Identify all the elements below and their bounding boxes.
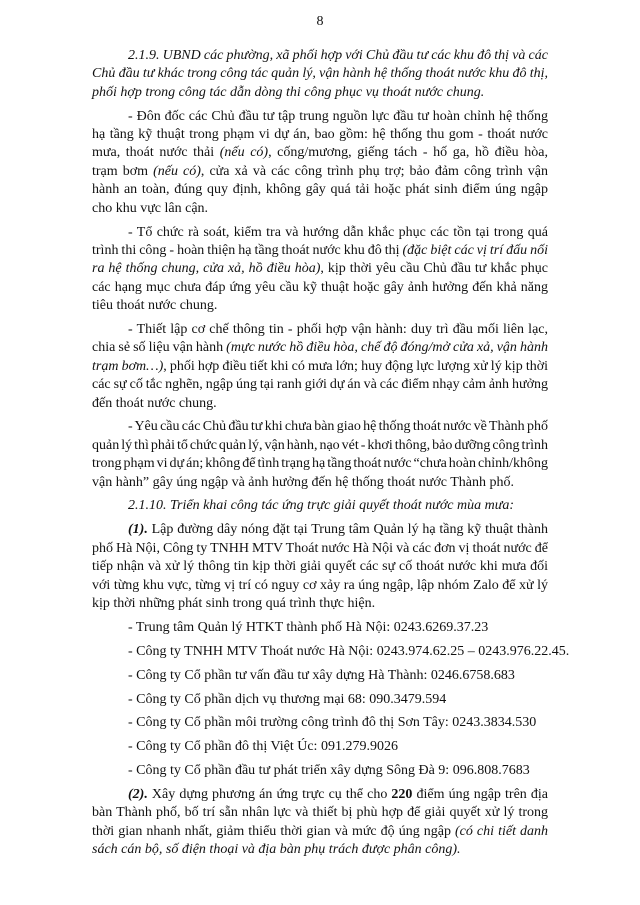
text-run: đến thoát nước chung. xyxy=(92,395,217,411)
line-content xyxy=(92,596,375,611)
text-line xyxy=(92,108,548,126)
line-content xyxy=(128,109,548,124)
hotline-item xyxy=(92,667,548,685)
text-line xyxy=(92,497,548,515)
line-content xyxy=(92,164,548,179)
text-line xyxy=(92,786,548,804)
text-line xyxy=(92,437,548,455)
line-content xyxy=(92,261,548,276)
text-run: , cống/mương, giếng tách - hố ga, hồ điều hòa, xyxy=(268,145,548,161)
hotline-item xyxy=(92,714,548,732)
hotline-item xyxy=(92,691,548,709)
text-run: Chủ đầu tư khác trong công tác quản lý, vận hành hệ thống thoát nước khu đô thị, xyxy=(92,66,548,82)
text-run: hành an toàn, đúng quy định, không gây quá tải hoặc phát sinh điểm úng ngập xyxy=(92,182,548,198)
bullet-paragraph xyxy=(92,224,548,316)
line-content xyxy=(92,182,548,197)
text-line xyxy=(92,558,548,576)
text-line xyxy=(92,540,548,558)
text-run: 2.1.10. Triển khai công tác ứng trực giải quyết thoát nước mùa mưa: xyxy=(128,498,515,514)
line-content xyxy=(128,322,548,337)
line-content xyxy=(92,145,548,160)
text-run: , phối hợp điều tiết khi có mưa lớn; huy động lực lượng xử lý kịp thời xyxy=(163,358,548,374)
line-content xyxy=(92,359,548,374)
text-run: trong phạm vi dự án; không để tình trạng hạ tầng thoát nước “chưa hoàn chỉnh/không xyxy=(92,456,548,472)
numbered-item-2 xyxy=(92,786,548,860)
line-content xyxy=(92,475,514,490)
text-line xyxy=(92,455,548,473)
text-run: - Công ty Cổ phần đầu tư phát triển xây dựng Sông Đà 9: 096.808.7683 xyxy=(128,763,530,779)
text-line xyxy=(92,762,548,780)
line-content xyxy=(128,522,548,537)
text-run: Xây dựng phương án ứng trực cụ thể cho xyxy=(147,787,392,803)
line-content xyxy=(92,559,548,574)
text-line xyxy=(92,224,548,242)
text-run: - Công ty TNHH MTV Thoát nước Hà Nội: 0243.974.62.25 – 0243.976.22.45. xyxy=(128,643,570,659)
line-content xyxy=(128,419,548,434)
text-run: sách cán bộ, số điện thoại và địa bàn phụ trách được phân công). xyxy=(92,842,461,858)
text-line xyxy=(92,643,570,661)
text-run: - Công ty Cổ phần môi trường công trình đô thị Sơn Tây: 0243.3834.530 xyxy=(128,715,537,731)
text-run: các hạng mục chưa đáp ứng yêu cầu kỹ thuật hoặc gây ảnh hưởng đến khả năng xyxy=(92,279,548,295)
text-line xyxy=(92,163,548,181)
text-run: ra hệ thống chung, cửa xả, hồ điều hòa) xyxy=(92,261,321,277)
text-run: (nếu có) xyxy=(219,145,269,161)
line-content xyxy=(92,377,548,392)
hotline-item xyxy=(92,738,548,756)
line-content xyxy=(92,85,484,100)
bullet-paragraph xyxy=(92,321,548,413)
text-run: tiếp nhận và xử lý thông tin kịp thời giải quyết các sự cố thoát nước khi mưa đối xyxy=(92,559,548,575)
text-line xyxy=(92,358,548,376)
text-run: - Yêu cầu các Chủ đầu tư khi chưa bàn giao hệ thống thoát nước về Thành phố xyxy=(128,419,548,435)
text-line xyxy=(92,65,548,83)
section-2-1-9-heading xyxy=(92,47,548,102)
text-run: các sự cố tắc nghẽn, ngập úng tại ranh giới dự án và các điểm nhạy cảm ảnh hưởng xyxy=(92,377,548,393)
text-run: , kịp thời yêu cầu Chủ đầu tư khắc phục xyxy=(320,261,548,277)
text-run: - Đôn đốc các Chủ đầu tư tập trung nguồn lực đầu tư hoàn chỉnh hệ thống xyxy=(128,108,548,124)
line-content xyxy=(128,692,446,707)
line-content xyxy=(128,739,398,754)
text-run: quản lý thì phải tổ chức quản lý, vận hành, nạo vét - khơi thông, bảo dưỡng công trình xyxy=(92,437,548,453)
text-line xyxy=(92,321,548,339)
line-content xyxy=(92,842,461,857)
text-run: tiêu thoát nước chung. xyxy=(92,298,218,314)
line-content xyxy=(128,644,569,659)
text-line xyxy=(92,521,548,539)
text-line xyxy=(92,260,548,278)
text-run: bàn Thành phố, bố trí sẵn nhân lực và thiết bị phù hợp để giải quyết xử lý trong xyxy=(92,805,548,821)
line-content xyxy=(128,715,536,730)
text-run: (2). xyxy=(128,787,148,803)
hotline-item xyxy=(92,762,548,780)
text-run: - Thiết lập cơ chế thông tin - phối hợp vận hành: duy trì đầu mối liên lạc, xyxy=(128,321,548,337)
text-run: cho khu vực lân cận. xyxy=(92,200,209,216)
line-content xyxy=(128,620,488,635)
line-content xyxy=(92,396,217,411)
line-content xyxy=(92,201,208,216)
line-content xyxy=(128,48,548,63)
line-content xyxy=(92,438,548,453)
text-line xyxy=(92,577,548,595)
line-content xyxy=(92,127,548,142)
text-line xyxy=(92,804,548,822)
line-content xyxy=(128,498,514,513)
text-run: trạm bơm…) xyxy=(92,358,164,374)
text-run: điểm úng ngập trên địa xyxy=(412,787,548,803)
text-run: - Công ty Cổ phần đô thị Việt Úc: 091.279.9026 xyxy=(128,739,398,755)
line-content xyxy=(92,298,217,313)
text-line xyxy=(92,841,548,859)
text-line xyxy=(92,667,548,685)
text-line xyxy=(92,200,548,218)
text-line xyxy=(92,297,548,315)
text-line xyxy=(92,619,548,637)
text-run: trình thi công - hoàn thiện hạ tầng thoát nước khu đô thị xyxy=(92,242,403,258)
text-line xyxy=(92,279,548,297)
page-number: 8 xyxy=(316,14,324,29)
text-line xyxy=(92,126,548,144)
line-content xyxy=(92,805,548,820)
line-content xyxy=(92,340,548,355)
line-content xyxy=(128,787,548,802)
text-run: - Tổ chức rà soát, kiểm tra và hướng dẫn khắc phục các tồn tại trong quá xyxy=(128,224,548,240)
text-line xyxy=(92,47,548,65)
section-2-1-10-heading xyxy=(92,497,548,515)
hotline-item xyxy=(92,619,548,637)
text-run: 220 xyxy=(391,787,413,803)
line-content xyxy=(128,225,548,240)
text-line xyxy=(92,691,548,709)
text-run: , cửa xả và các công trình phụ trợ; bảo đảm công trình vận xyxy=(200,163,548,179)
text-run: (nếu có) xyxy=(153,163,201,179)
text-run: phố Hà Nội, Công ty TNHH MTV Thoát nước Hà Nội và các đơn vị thoát nước để xyxy=(92,540,549,556)
numbered-item-1 xyxy=(92,521,548,613)
text-run: trạm bơm xyxy=(92,163,154,179)
text-run: vận hành” gây úng ngập và ảnh hưởng đến hệ thống thoát nước Thành phố. xyxy=(92,474,515,490)
line-content xyxy=(92,824,548,839)
document-body xyxy=(92,47,570,860)
text-run: với từng khu vực, từng vị trí có nguy cơ xảy ra úng ngập, lập nhóm Zalo để xử lý xyxy=(92,577,548,593)
bullet-paragraph xyxy=(92,108,548,218)
line-content xyxy=(92,541,548,556)
line-content xyxy=(92,578,548,593)
text-line xyxy=(92,395,548,413)
text-line xyxy=(92,339,548,357)
hotline-item xyxy=(92,643,570,661)
bullet-paragraph xyxy=(92,418,548,492)
text-line xyxy=(92,418,548,436)
text-run: (có chi tiết danh xyxy=(455,823,548,839)
text-run: mưa, thoát nước thải xyxy=(92,145,220,161)
text-line xyxy=(92,376,548,394)
text-line xyxy=(92,84,548,102)
text-line xyxy=(92,474,548,492)
line-content xyxy=(92,280,548,295)
text-run: phối hợp trong công tác dẫn dòng thi công phục vụ thoát nước chung. xyxy=(92,84,485,100)
text-line xyxy=(92,823,548,841)
line-content xyxy=(128,763,530,778)
text-run: chia sẻ số liệu vận hành xyxy=(92,340,227,356)
text-run: thời gian nhanh nhất, giảm thiểu thời gian và mức độ úng ngập xyxy=(92,823,456,839)
text-run: 2.1.9. UBND các phường, xã phối hợp với Chủ đầu tư các khu đô thị và các xyxy=(128,48,548,63)
text-line xyxy=(92,595,548,613)
text-run: - Công ty Cổ phần tư vấn đầu tư xây dựng Hà Thành: 0246.6758.683 xyxy=(128,667,515,683)
text-run: (mực nước hồ điều hòa, chế độ đóng/mở cửa xả, vận hành xyxy=(226,340,548,356)
text-run: (1). xyxy=(128,522,148,538)
text-line xyxy=(92,242,548,260)
text-line xyxy=(92,714,548,732)
line-content xyxy=(92,66,548,81)
text-run: (đặc biệt các vị trí đấu nối xyxy=(402,242,548,258)
line-content xyxy=(92,456,548,471)
text-line xyxy=(92,181,548,199)
text-run: hạ tầng kỹ thuật trong phạm vi dự án, bao gồm: hệ thống thu gom - thoát nước xyxy=(92,127,548,143)
text-run: - Công ty Cổ phần dịch vụ thương mại 68: 090.3479.594 xyxy=(128,691,447,707)
text-line xyxy=(92,144,548,162)
line-content xyxy=(92,243,548,258)
text-run: Lập đường dây nóng đặt tại Trung tâm Quản lý hạ tầng kỹ thuật thành xyxy=(147,522,548,538)
text-run: kịp thời những phát sinh trong quá trình thực hiện. xyxy=(92,595,376,611)
text-run: - Trung tâm Quản lý HTKT thành phố Hà Nội: 0243.6269.37.23 xyxy=(128,619,489,635)
line-content xyxy=(128,668,515,683)
text-line xyxy=(92,738,548,756)
